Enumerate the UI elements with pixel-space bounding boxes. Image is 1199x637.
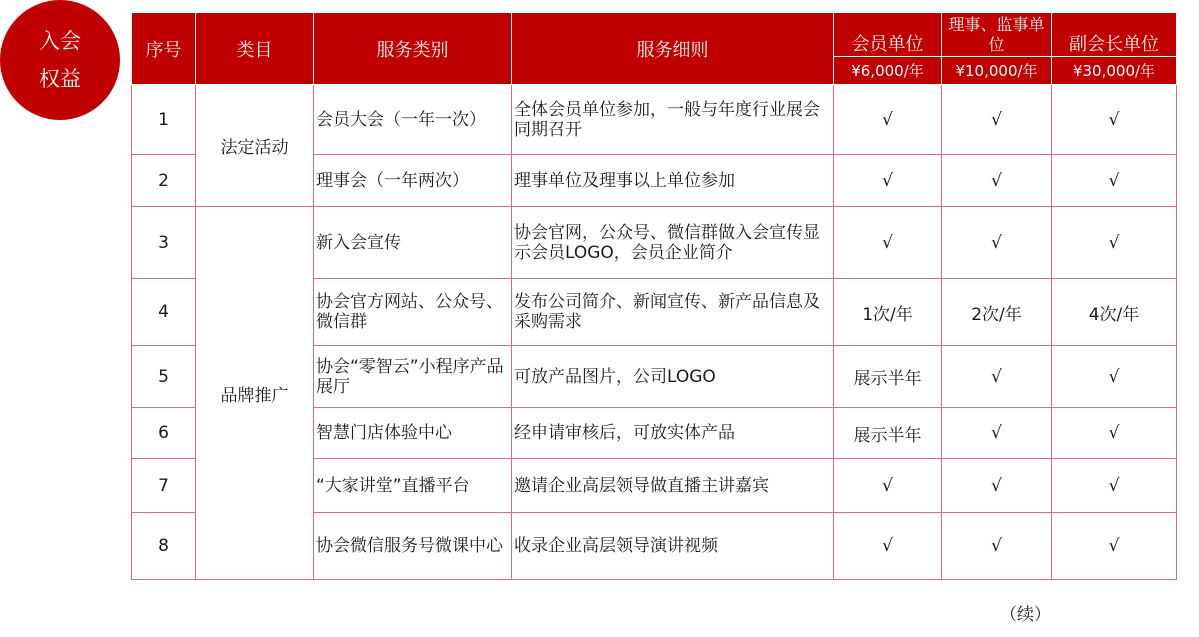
tier-director-value: 2次/年 xyxy=(942,279,1052,346)
service-type: 智慧门店体验中心 xyxy=(314,408,512,459)
tier-member-value: 展示半年 xyxy=(834,346,942,408)
tier-vp-value: √ xyxy=(1052,459,1177,513)
badge-line-2: 权益 xyxy=(39,67,81,91)
row-no: 3 xyxy=(132,207,196,279)
row-no: 4 xyxy=(132,279,196,346)
category-legal: 法定活动 xyxy=(196,85,314,207)
service-detail: 经申请审核后，可放实体产品 xyxy=(512,408,834,459)
header-tier-vice-president: 副会长单位 xyxy=(1052,13,1177,57)
tier-member-value: √ xyxy=(834,513,942,580)
tier-director-value: √ xyxy=(942,85,1052,155)
service-detail: 发布公司简介、新闻宣传、新产品信息及采购需求 xyxy=(512,279,834,346)
service-type: 协会微信服务号微课中心 xyxy=(314,513,512,580)
tier-director-value: √ xyxy=(942,346,1052,408)
service-detail: 理事单位及理事以上单位参加 xyxy=(512,155,834,207)
tier-member-value: 1次/年 xyxy=(834,279,942,346)
tier-vp-value: √ xyxy=(1052,155,1177,207)
row-no: 1 xyxy=(132,85,196,155)
service-detail: 协会官网，公众号、微信群做入会宣传显示会员LOGO，会员企业简介 xyxy=(512,207,834,279)
tier-director-value: √ xyxy=(942,155,1052,207)
tier-director-value: √ xyxy=(942,408,1052,459)
service-type: 协会“零智云”小程序产品展厅 xyxy=(314,346,512,408)
service-detail: 全体会员单位参加，一般与年度行业展会同期召开 xyxy=(512,85,834,155)
tier-vp-value: √ xyxy=(1052,207,1177,279)
tier-member-value: √ xyxy=(834,85,942,155)
service-detail: 邀请企业高层领导做直播主讲嘉宾 xyxy=(512,459,834,513)
header-service-type: 服务类别 xyxy=(314,13,512,85)
tier-vp-value: √ xyxy=(1052,346,1177,408)
service-type: 会员大会（一年一次） xyxy=(314,85,512,155)
tier-director-value: √ xyxy=(942,459,1052,513)
continued-note: （续） xyxy=(1000,605,1051,625)
header-category: 类目 xyxy=(196,13,314,85)
price-vice-president: ¥30,000/年 xyxy=(1052,57,1177,85)
tier-member-value: 展示半年 xyxy=(834,408,942,459)
membership-benefits-badge xyxy=(0,0,120,120)
table-row xyxy=(132,207,1177,279)
tier-vp-value: √ xyxy=(1052,408,1177,459)
row-no: 5 xyxy=(132,346,196,408)
row-no: 6 xyxy=(132,408,196,459)
tier-member-value: √ xyxy=(834,459,942,513)
header-service-detail: 服务细则 xyxy=(512,13,834,85)
benefits-table xyxy=(131,12,1177,580)
service-detail: 收录企业高层领导演讲视频 xyxy=(512,513,834,580)
service-type: 协会官方网站、公众号、微信群 xyxy=(314,279,512,346)
row-no: 2 xyxy=(132,155,196,207)
price-director: ¥10,000/年 xyxy=(942,57,1052,85)
row-no: 8 xyxy=(132,513,196,580)
tier-vp-value: √ xyxy=(1052,85,1177,155)
tier-member-value: √ xyxy=(834,155,942,207)
service-type: 理事会（一年两次） xyxy=(314,155,512,207)
tier-director-value: √ xyxy=(942,207,1052,279)
header-no: 序号 xyxy=(132,13,196,85)
tier-vp-value: 4次/年 xyxy=(1052,279,1177,346)
table-row xyxy=(132,85,1177,155)
service-detail: 可放产品图片，公司LOGO xyxy=(512,346,834,408)
tier-vp-value: √ xyxy=(1052,513,1177,580)
category-brand: 品牌推广 xyxy=(196,207,314,580)
row-no: 7 xyxy=(132,459,196,513)
badge-line-1: 入会 xyxy=(39,29,81,53)
header-tier-member: 会员单位 xyxy=(834,13,942,57)
tier-member-value: √ xyxy=(834,207,942,279)
price-member: ¥6,000/年 xyxy=(834,57,942,85)
service-type: “大家讲堂”直播平台 xyxy=(314,459,512,513)
tier-director-value: √ xyxy=(942,513,1052,580)
service-type: 新入会宣传 xyxy=(314,207,512,279)
header-tier-director: 理事、监事单位 xyxy=(942,13,1052,57)
